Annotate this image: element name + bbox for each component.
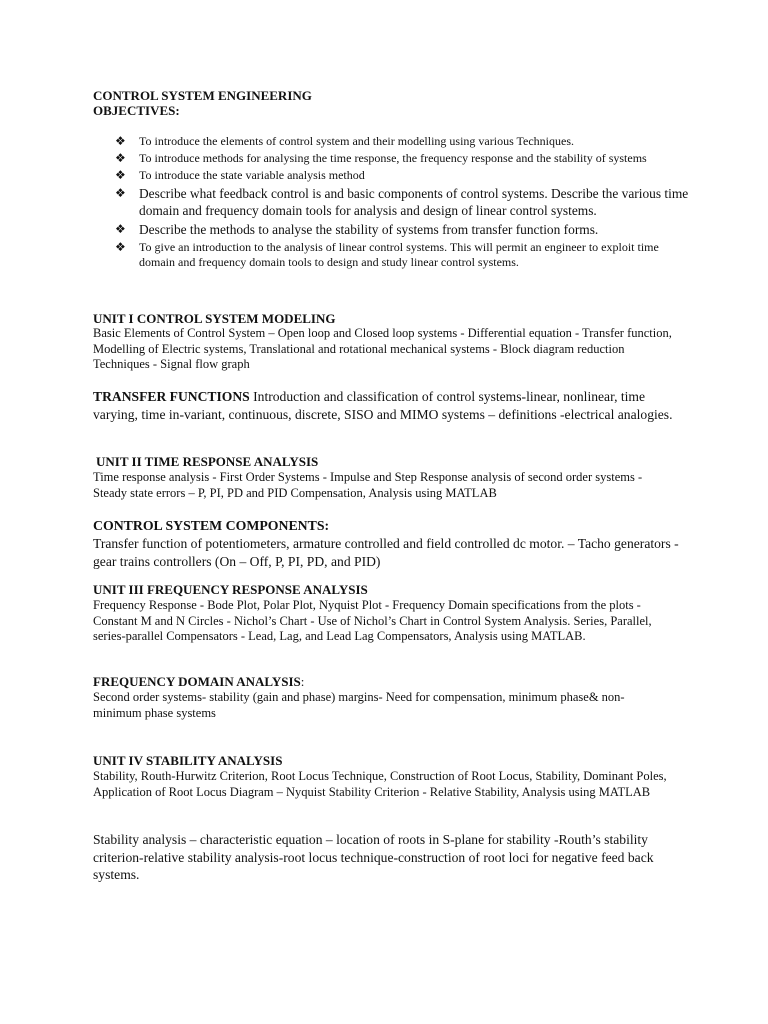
unit2-heading: UNIT II TIME RESPONSE ANALYSIS — [96, 454, 319, 469]
components-text: Transfer function of potentiometers, armature controlled and field controlled dc motor. – Tacho generators -gear trains controllers (On – Off, P, PI, PD, and PID) — [93, 536, 679, 569]
list-item — [93, 221, 693, 238]
diamond-bullet-icon: ❖ — [115, 168, 126, 182]
document-title: CONTROL SYSTEM ENGINEERING — [93, 88, 312, 103]
list-item — [93, 240, 693, 270]
transfer-functions-heading: TRANSFER FUNCTIONS — [93, 389, 250, 404]
stability-analysis-text: Stability analysis – characteristic equation – location of roots in S-plane for stability -Routh’s stability criterion-relative stability analysis-root locus technique-construction of root loci for negative feed back systems. — [93, 832, 654, 882]
components-heading: CONTROL SYSTEM COMPONENTS: — [93, 518, 330, 533]
unit4-text: Stability, Routh-Hurwitz Criterion, Root Locus Technique, Construction of Root Locus, Stability, Dominant Poles, Application of Root Locus Diagram – Nyquist Stability Criterion - Relative Stability, Analysis using MATLAB — [93, 769, 667, 799]
objective-text: To introduce the elements of control system and their modelling using various Techniques. — [139, 134, 575, 148]
list-item — [93, 151, 693, 166]
objectives-label: OBJECTIVES: — [93, 103, 180, 118]
objective-text: Describe the methods to analyse the stability of systems from transfer function forms. — [139, 222, 599, 237]
frequency-domain-heading: FREQUENCY DOMAIN ANALYSIS — [93, 674, 301, 689]
objective-text: To give an introduction to the analysis of linear control systems. This will permit an engineer to exploit time domain and frequency domain tools to design and study linear control systems. — [139, 240, 659, 269]
diamond-bullet-icon: ❖ — [115, 222, 126, 236]
list-item — [93, 168, 693, 183]
frequency-domain-text: Second order systems- stability (gain and phase) margins- Need for compensation, minimum phase& non-minimum phase systems — [93, 690, 625, 720]
diamond-bullet-icon: ❖ — [115, 240, 126, 254]
unit2-text: Time response analysis - First Order Systems - Impulse and Step Response analysis of second order systems - Steady state errors – P, PI, PD and PID Compensation, Analysis using MATLAB — [93, 470, 643, 500]
objective-text: To introduce methods for analysing the time response, the frequency response and the stability of systems — [139, 151, 647, 165]
diamond-bullet-icon: ❖ — [115, 186, 126, 200]
diamond-bullet-icon: ❖ — [115, 151, 126, 165]
objectives-list — [93, 134, 693, 272]
frequency-domain-colon: : — [300, 674, 305, 689]
list-item — [93, 134, 693, 149]
frequency-domain-heading-line — [93, 674, 304, 689]
transfer-functions-paragraph — [93, 388, 693, 423]
objective-text: To introduce the state variable analysis method — [139, 168, 365, 182]
unit4-heading: UNIT IV STABILITY ANALYSIS — [93, 753, 283, 768]
diamond-bullet-icon: ❖ — [115, 134, 126, 148]
unit1-text: Basic Elements of Control System – Open loop and Closed loop systems - Differential equation - Transfer function, Modelling of Electric systems, Translational and rotational mechanical systems - Block diagram reduction Techniques - Signal flow graph — [93, 326, 672, 371]
objective-text: Describe what feedback control is and basic components of control systems. Describe the various time domain and frequency domain tools for analysis and design of linear control systems. — [139, 186, 689, 218]
unit3-text: Frequency Response - Bode Plot, Polar Plot, Nyquist Plot - Frequency Domain specifications from the plots - Constant M and N Circles - Nichol’s Chart - Use of Nichol’s Chart in Control System Analysis. Series, Parallel, series-parallel Compensators - Lead, Lag, and Lead Lag Compensators, Analysis using MATLAB. — [93, 598, 652, 643]
unit3-heading: UNIT III FREQUENCY RESPONSE ANALYSIS — [93, 582, 368, 597]
transfer-functions-text: Introduction and classification of control systems-linear, nonlinear, time varying, time in-variant, continuous, discrete, SISO and MIMO systems – definitions -electrical analogies. — [93, 389, 673, 422]
list-item — [93, 185, 693, 219]
unit1-heading: UNIT I CONTROL SYSTEM MODELING — [93, 311, 336, 326]
